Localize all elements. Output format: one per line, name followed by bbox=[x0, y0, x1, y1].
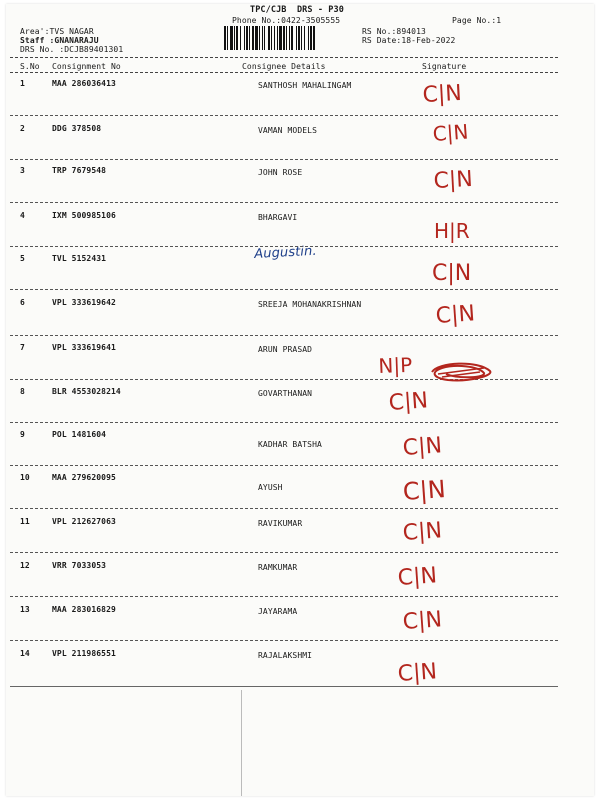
row-signature: H|R bbox=[434, 219, 470, 243]
row-consignment: MAA 286036413 bbox=[52, 79, 116, 88]
rs-number: RS No.:894013 bbox=[362, 27, 426, 36]
row-signature: C|N bbox=[401, 475, 447, 506]
row-consignment: VPL 333619641 bbox=[52, 343, 116, 352]
row-signature: C|N bbox=[431, 119, 470, 146]
scribble-mark bbox=[428, 362, 494, 382]
row-signature: C|N bbox=[396, 563, 438, 591]
row-consignee-handwritten: Augustin. bbox=[253, 243, 318, 262]
row-consignment: IXM 500985106 bbox=[52, 211, 116, 220]
row-consignee: JAYARAMA bbox=[258, 607, 298, 616]
vertical-rule bbox=[241, 690, 242, 796]
row-sno: 12 bbox=[20, 561, 30, 570]
row-sno: 7 bbox=[20, 343, 25, 352]
row-divider bbox=[10, 202, 558, 203]
row-signature: N|P bbox=[377, 352, 413, 378]
row-sno: 6 bbox=[20, 298, 25, 307]
row-signature: C|N bbox=[396, 659, 438, 687]
row-signature: C|N bbox=[401, 433, 443, 461]
row-consignee: ARUN PRASAD bbox=[258, 345, 313, 354]
row-consignee: AYUSH bbox=[258, 483, 283, 492]
row-consignment: VRR 7033053 bbox=[52, 561, 107, 570]
row-divider bbox=[10, 335, 558, 336]
barcode bbox=[224, 26, 352, 50]
column-sno: S.No bbox=[20, 62, 40, 71]
row-consignment: VPL 333619642 bbox=[52, 298, 116, 307]
phone-number: Phone No.:0422-3505555 bbox=[232, 16, 341, 25]
row-divider bbox=[10, 640, 558, 641]
row-sno: 2 bbox=[20, 124, 25, 133]
row-consignee: BHARGAVI bbox=[258, 213, 298, 222]
row-sno: 9 bbox=[20, 430, 25, 439]
row-signature: C|N bbox=[387, 388, 429, 416]
row-consignment: MAA 279620095 bbox=[52, 473, 116, 482]
column-consignment: Consignment No bbox=[52, 62, 121, 71]
row-divider bbox=[10, 246, 558, 247]
row-divider bbox=[10, 115, 558, 116]
column-signature: Signature bbox=[422, 62, 467, 71]
sheet-title: TPC/CJB DRS - P30 bbox=[250, 5, 344, 15]
row-consignment: BLR 4553028214 bbox=[52, 387, 121, 396]
staff-label: Staff :GNANARAJU bbox=[20, 36, 99, 45]
page-number: Page No.:1 bbox=[452, 16, 502, 25]
row-sno: 4 bbox=[20, 211, 25, 220]
area-label: Area':TVS NAGAR bbox=[20, 27, 94, 36]
row-divider bbox=[10, 289, 558, 290]
row-consignee: KADHAR BATSHA bbox=[258, 440, 322, 449]
row-signature: C|N bbox=[434, 301, 476, 329]
row-divider bbox=[10, 552, 558, 553]
column-divider bbox=[10, 72, 558, 73]
row-sno: 1 bbox=[20, 79, 25, 88]
row-consignee: SREEJA MOHANAKRISHNAN bbox=[258, 300, 362, 309]
row-consignment: MAA 283016829 bbox=[52, 605, 116, 614]
column-consignee: Consignee Details bbox=[242, 62, 326, 71]
row-consignee: RAMKUMAR bbox=[258, 563, 298, 572]
row-divider bbox=[10, 465, 558, 466]
row-consignee: RAJALAKSHMI bbox=[258, 651, 313, 660]
row-signature: C|N bbox=[432, 166, 474, 194]
header-divider bbox=[10, 57, 558, 58]
row-divider bbox=[10, 508, 558, 509]
row-consignment: VPL 212627063 bbox=[52, 517, 116, 526]
row-consignee: SANTHOSH MAHALINGAM bbox=[258, 81, 352, 90]
rs-date: RS Date:18-Feb-2022 bbox=[362, 36, 456, 45]
row-divider bbox=[10, 596, 558, 597]
row-sno: 3 bbox=[20, 166, 25, 175]
row-sno: 10 bbox=[20, 473, 30, 482]
row-consignee: GOVARTHANAN bbox=[258, 389, 313, 398]
delivery-run-sheet bbox=[6, 4, 594, 796]
row-consignment: DDG 378508 bbox=[52, 124, 102, 133]
row-signature: C|N bbox=[432, 261, 472, 286]
row-consignment: POL 1481604 bbox=[52, 430, 107, 439]
drs-number: DRS No. :DCJB89401301 bbox=[20, 45, 124, 54]
row-sno: 14 bbox=[20, 649, 30, 658]
row-sno: 13 bbox=[20, 605, 30, 614]
row-signature: C|N bbox=[401, 607, 443, 635]
row-consignee: JOHN ROSE bbox=[258, 168, 303, 177]
row-consignee: RAVIKUMAR bbox=[258, 519, 303, 528]
row-consignment: TRP 7679548 bbox=[52, 166, 107, 175]
row-divider bbox=[10, 422, 558, 423]
bottom-divider bbox=[10, 686, 558, 687]
row-signature: C|N bbox=[421, 80, 463, 108]
row-sno: 11 bbox=[20, 517, 30, 526]
row-sno: 5 bbox=[20, 254, 25, 263]
row-consignment: VPL 211986551 bbox=[52, 649, 116, 658]
row-signature: C|N bbox=[401, 518, 443, 546]
row-consignee: VAMAN MODELS bbox=[258, 126, 317, 135]
row-divider bbox=[10, 159, 558, 160]
row-sno: 8 bbox=[20, 387, 25, 396]
row-consignment: TVL 5152431 bbox=[52, 254, 107, 263]
